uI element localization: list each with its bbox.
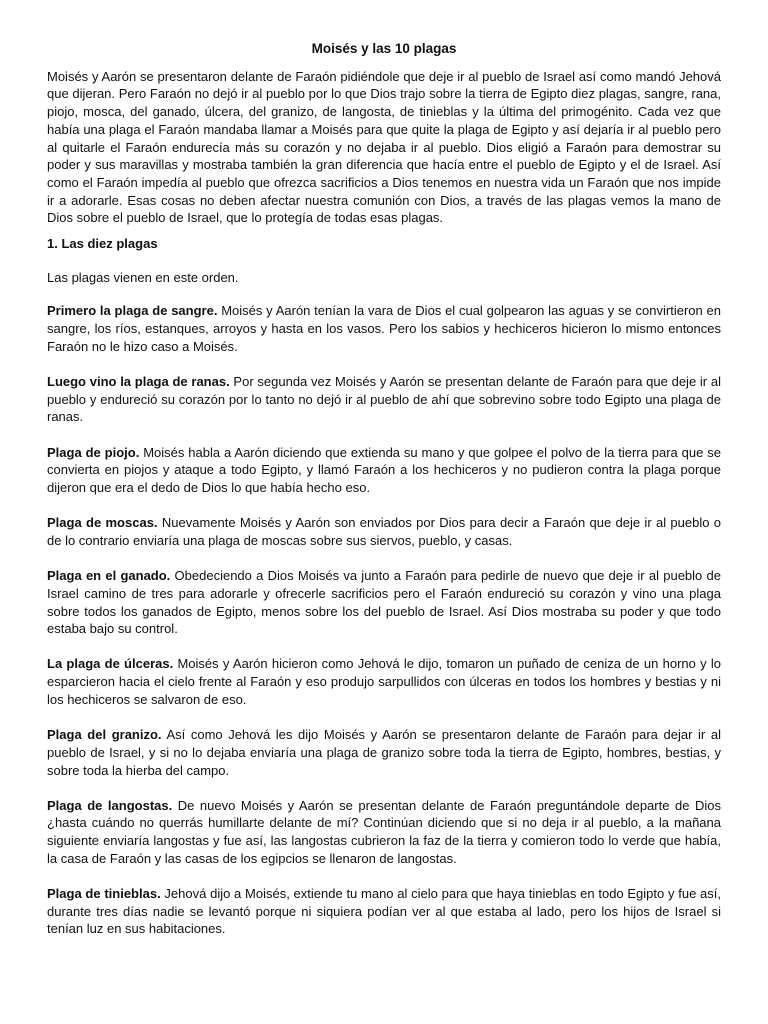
section-heading: 1. Las diez plagas xyxy=(47,236,158,252)
plague-heading: Primero la plaga de sangre. xyxy=(47,303,218,319)
plague-text: Moisés y Aarón hicieron como Jehová le dijo, tomaron un puñado de ceniza de un horno y lo esparcieron hacia el cielo frente al Faraón y eso produjo sarpullidos con úlceras en todos los hombres y bestias y ni los hechiceros se salvaron de eso. xyxy=(47,656,721,707)
plague-paragraph-frogs xyxy=(47,373,721,426)
plague-text: Así como Jehová les dijo Moisés y Aarón se presentaron delante de Faraón para dejar ir al pueblo de Israel, y si no lo dejaba enviaría una plaga de granizo sobre toda la tierra de Egipto, hombres, bestias, y sobre toda la hierba del campo. xyxy=(47,727,721,778)
plague-heading: Plaga de tinieblas. xyxy=(47,886,161,902)
plague-text: Jehová dijo a Moisés, extiende tu mano al cielo para que haya tinieblas en todo Egipto y fue así, durante tres días nadie se levantó porque ni siquiera podían ver al que estaba al lado, pero los hijos de Israel si tenían luz en sus habitaciones. xyxy=(47,886,721,937)
plague-paragraph-livestock xyxy=(47,567,721,638)
plague-paragraph-locusts xyxy=(47,797,721,868)
plague-text: Por segunda vez Moisés y Aarón se presentan delante de Faraón para que deje ir al pueblo y endureció su corazón por lo tanto no dejó ir al pueblo de ahí que sobrevino sobre todo Egipto una plaga de ranas. xyxy=(47,374,721,425)
plague-paragraph-flies xyxy=(47,514,721,549)
plague-paragraph-darkness xyxy=(47,885,721,938)
document-title: Moisés y las 10 plagas xyxy=(311,41,457,56)
plague-text: De nuevo Moisés y Aarón se presentan delante de Faraón preguntándole departe de Dios ¿hasta cuándo no querrás humillarte delante de mí? Continúan diciendo que si no deja ir al pueblo, a la mañana siguiente enviaría langostas y fue así, las langostas cubrieron la faz de la tierra y comieron todo lo verde que había, la casa de Faraón y las casas de los egipcios se llenaron de langostas. xyxy=(47,797,721,866)
plague-heading: La plaga de úlceras. xyxy=(47,656,174,672)
plague-heading: Plaga de moscas. xyxy=(47,515,158,531)
plague-heading: Luego vino la plaga de ranas. xyxy=(47,374,230,390)
plague-paragraph-boils xyxy=(47,655,721,708)
plague-paragraph-hail xyxy=(47,726,721,779)
plague-heading: Plaga del granizo. xyxy=(47,727,162,743)
intro-paragraph: Moisés y Aarón se presentaron delante de Faraón pidiéndole que deje ir al pueblo de Israel así como mandó Jehová que dijeran. Pero Faraón no dejó ir al pueblo por lo que Dios trajo sobre la tierra de Egipto diez plagas, sangre, rana, piojo, mosca, del ganado, úlcera, del granizo, de langosta, de tinieblas y la última del primogénito. Cada vez que había una plaga el Faraón mandaba llamar a Moisés para que quite la plaga de Egipto y así dejaría ir al pueblo pero al quitarle el Faraón endurecía más su corazón y no dejaba ir al pueblo. Dios eligió a Faraón para demostrar su poder y sus maravillas y mostraba también la gran diferencia que hacía entre el pueblo de Egipto y el de Israel. Así como el Faraón impedía al pueblo que ofrezca sacrificios a Dios tenemos en nuestra vida un Faraón que nos impide ir a adorarle. Esas cosas no deben afectar nuestra comunión con Dios, a través de las plagas vemos la mano de Dios sobre el pueblo de Israel, que lo protegía de todas esas plagas. xyxy=(47,68,721,226)
plague-paragraph-blood xyxy=(47,302,721,355)
section-lead: Las plagas vienen en este orden. xyxy=(47,269,239,285)
plague-heading: Plaga de langostas. xyxy=(47,797,173,813)
plague-text: Moisés y Aarón tenían la vara de Dios el cual golpearon las aguas y se convirtieron en sangre, los ríos, estanques, arroyos y hasta en los vasos. Pero los sabios y hechiceros hicieron lo mismo entonces Faraón no le hizo caso a Moisés. xyxy=(47,303,721,354)
plague-text: Moisés habla a Aarón diciendo que extienda su mano y que golpee el polvo de la tierra para que se convierta en piojos y ataque a todo Egipto, y llamó Faraón a los hechiceros y no pudieron contra la plaga porque dijeron que era el dedo de Dios lo que había hecho eso. xyxy=(47,444,721,496)
plague-paragraph-lice xyxy=(47,444,721,497)
document-page xyxy=(47,40,721,956)
plague-text: Nuevamente Moisés y Aarón son enviados por Dios para decir a Faraón que deje ir al pueblo o de lo contrario enviaría una plaga de moscas sobre sus siervos, pueblo, y casas. xyxy=(47,515,721,548)
plague-text: Obedeciendo a Dios Moisés va junto a Faraón para pedirle de nuevo que deje ir al pueblo de Israel camino de tres para adorarle y ofrecerle sacrificios pero el Faraón endureció su corazón y vino una plaga sobre todos los ganados de Egipto, menos sobre los del pueblo de Israel. Así Dios mostraba su poder y que todo estaba bajo su control. xyxy=(47,568,721,637)
plague-heading: Plaga de piojo. xyxy=(47,444,140,460)
plague-heading: Plaga en el ganado. xyxy=(47,568,171,584)
